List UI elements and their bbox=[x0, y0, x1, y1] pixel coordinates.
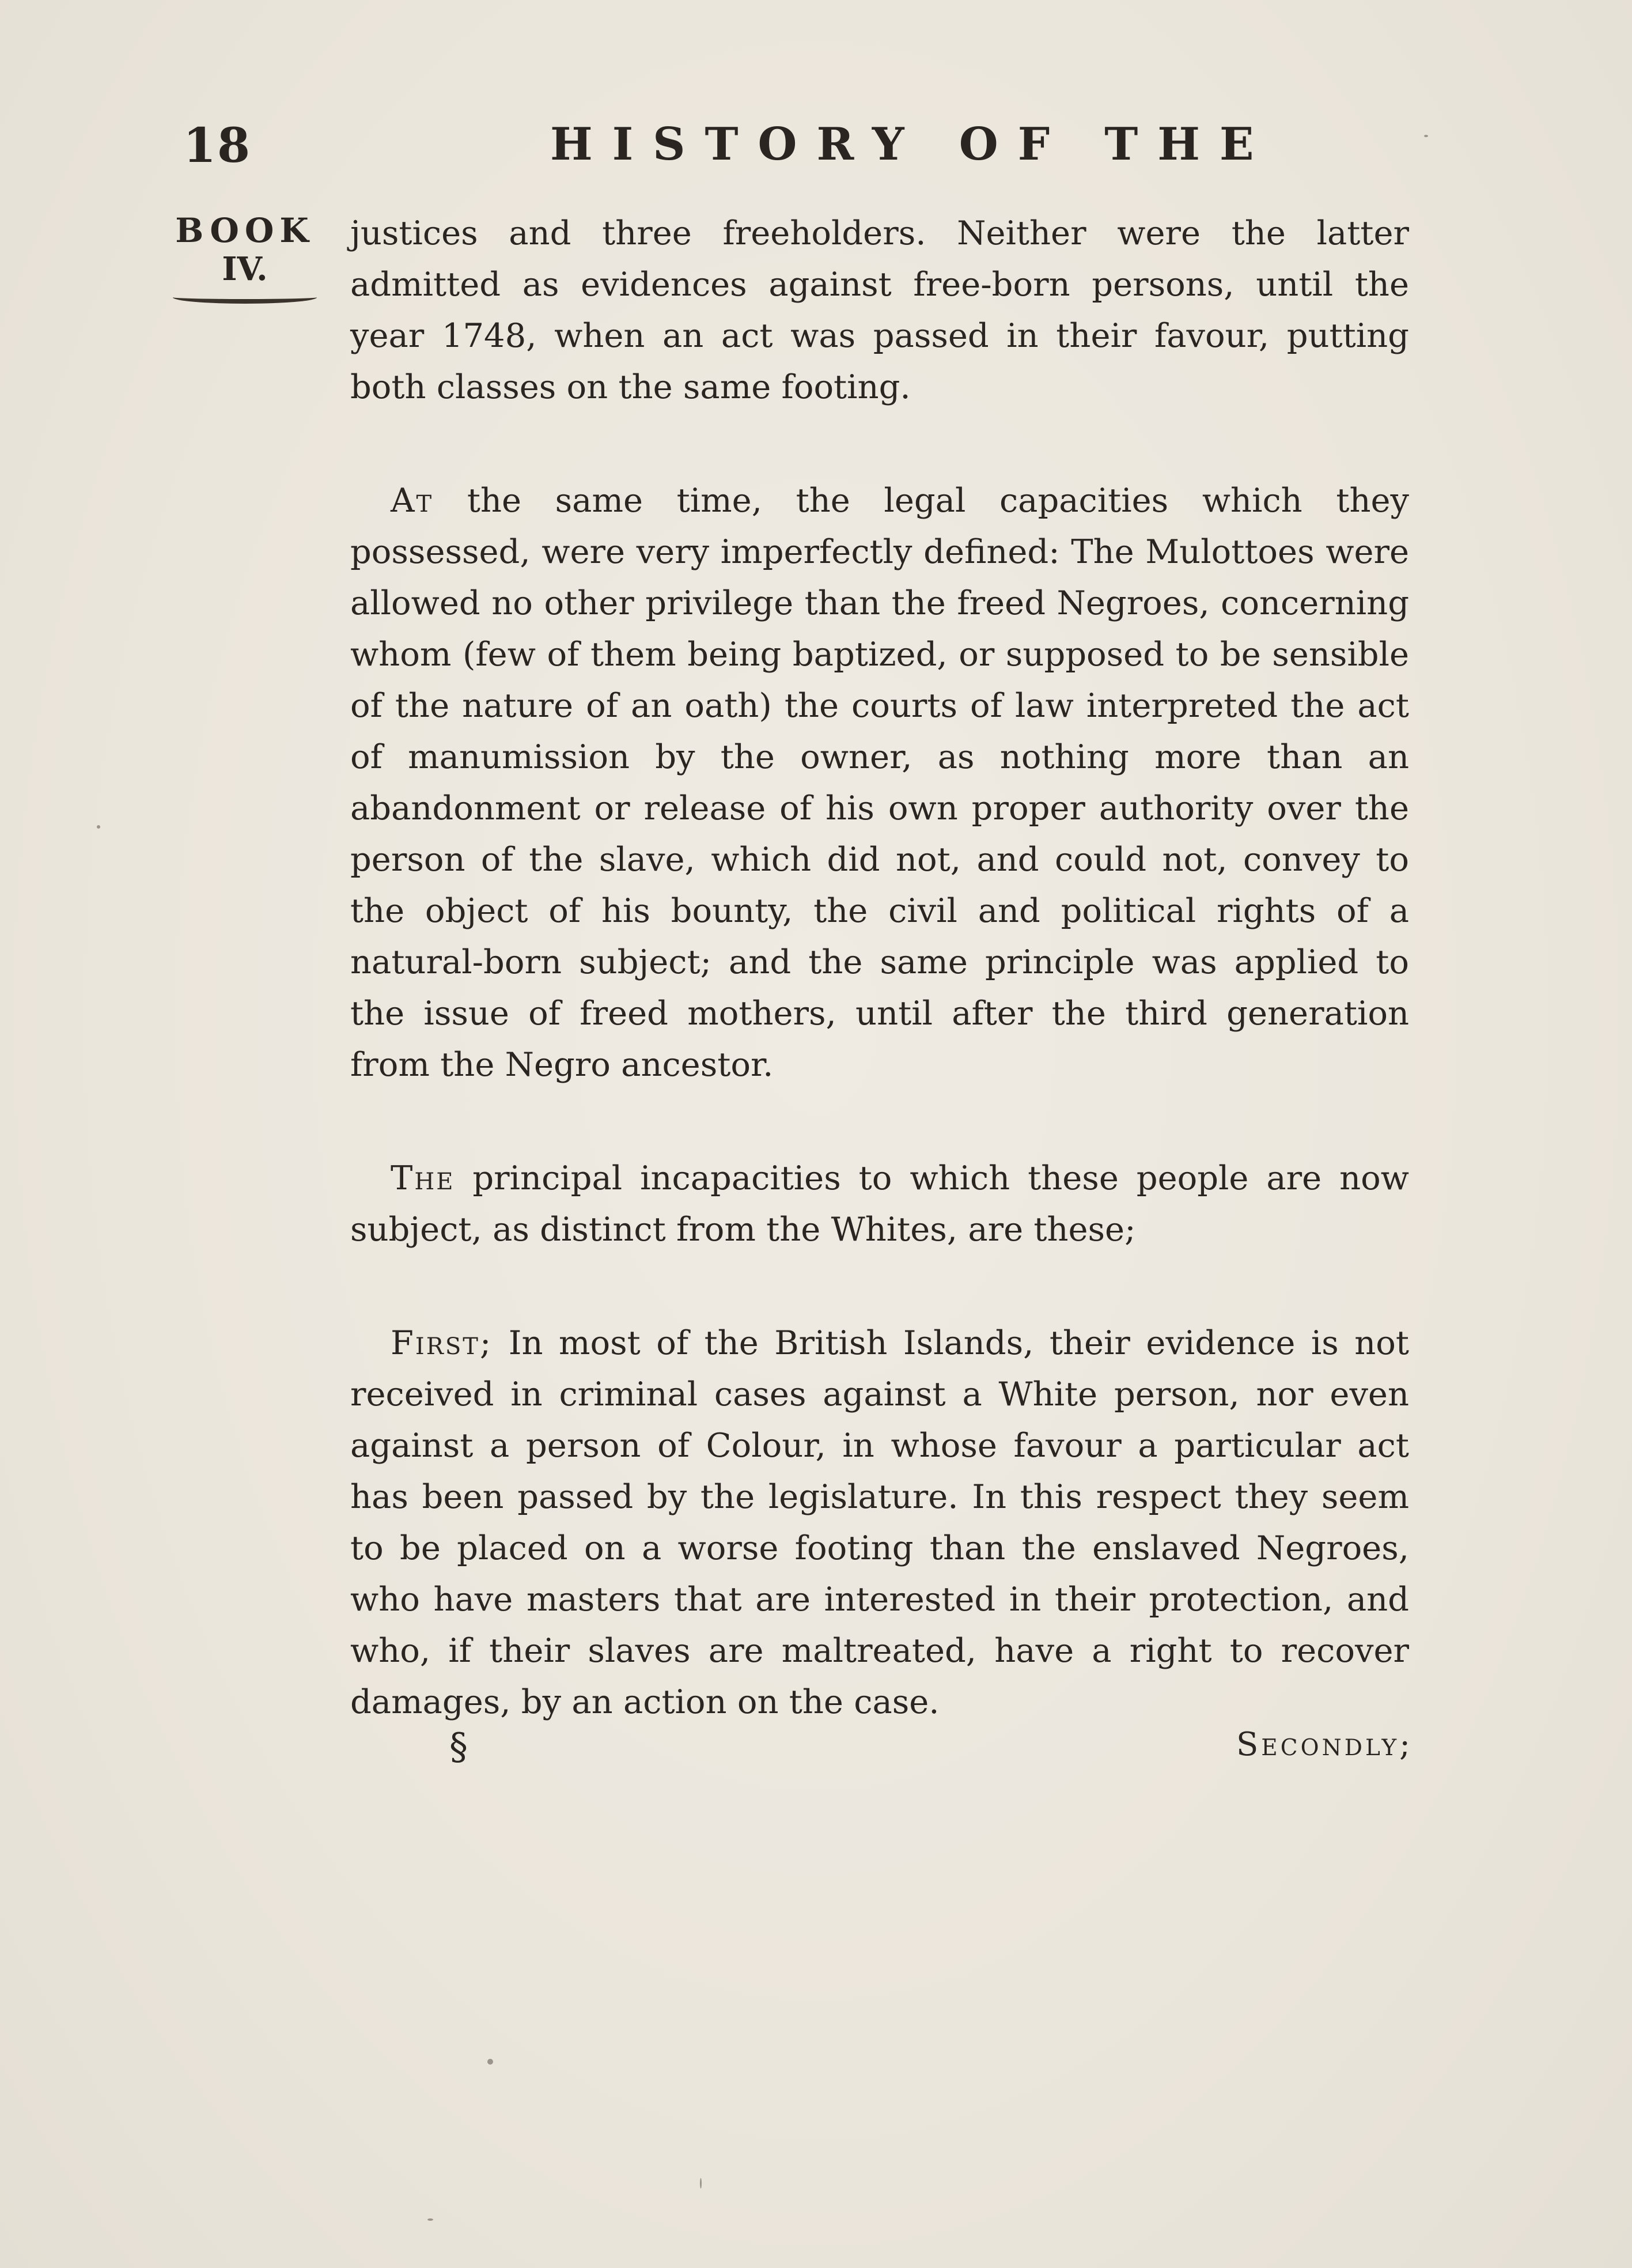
paper-speck bbox=[487, 2059, 493, 2065]
margin-note bbox=[164, 210, 325, 304]
paragraph-3-lead: The bbox=[391, 1159, 455, 1197]
page-footer bbox=[0, 1726, 1632, 1778]
volume-label: IV. bbox=[222, 250, 268, 288]
paper-speck bbox=[1424, 135, 1428, 137]
catchword: Secondly; bbox=[1236, 1726, 1413, 1763]
paragraph-4-lead: First; bbox=[391, 1324, 493, 1362]
running-head: HISTORY OF THE bbox=[550, 118, 1274, 171]
paper-speck bbox=[427, 2218, 433, 2221]
paragraph-4-text: In most of the British Islands, their evidence is not received in criminal cases against a White person, nor even against a person of Colour, in whose favour a particular act has been passed by the legislature. In this respect they seem to be placed on a worse footing than the enslaved Negroes, who have masters that are interested in their protection, and who, if their slaves are maltreated, have a right to recover damages, by an action on the case. bbox=[350, 1324, 1409, 1721]
signature-mark: § bbox=[449, 1726, 468, 1768]
paper-speck bbox=[700, 2178, 702, 2188]
bracket-ornament bbox=[173, 291, 317, 304]
body-text bbox=[350, 207, 1409, 1728]
paragraph-4 bbox=[350, 1317, 1409, 1728]
paragraph-3-text: principal incapacities to which these people are now subject, as distinct from the Whites, are these; bbox=[350, 1159, 1409, 1249]
paragraph-1: justices and three freeholders. Neither were the latter admitted as evidences against free-born persons, until the year 1748, when an act was passed in their favour, putting both classes on the same footing. bbox=[350, 214, 1409, 406]
paper-speck bbox=[97, 825, 100, 829]
page-header bbox=[0, 118, 1632, 182]
book-label: BOOK bbox=[175, 211, 315, 250]
page-number: 18 bbox=[183, 118, 252, 173]
paragraph-3 bbox=[350, 1152, 1409, 1255]
paragraph-2-lead: At bbox=[391, 481, 434, 520]
paragraph-2-text: the same time, the legal capacities which they possessed, were very imperfectly defined: The Mulottoes were allowed no other privilege than the freed Negroes, concerning whom (few of them being baptized, or supposed to be sensible of the nature of an oath) the courts of law interpreted the act of manumission by the owner, as nothing more than an abandonment or release of his own proper authority over the person of the slave, which did not, and could not, convey to the object of his bounty, the civil and political rights of a natural-born subject; and the same principle was applied to the issue of freed mothers, until after the third generation from the Negro ancestor. bbox=[350, 481, 1409, 1084]
paragraph-2 bbox=[350, 475, 1409, 1090]
